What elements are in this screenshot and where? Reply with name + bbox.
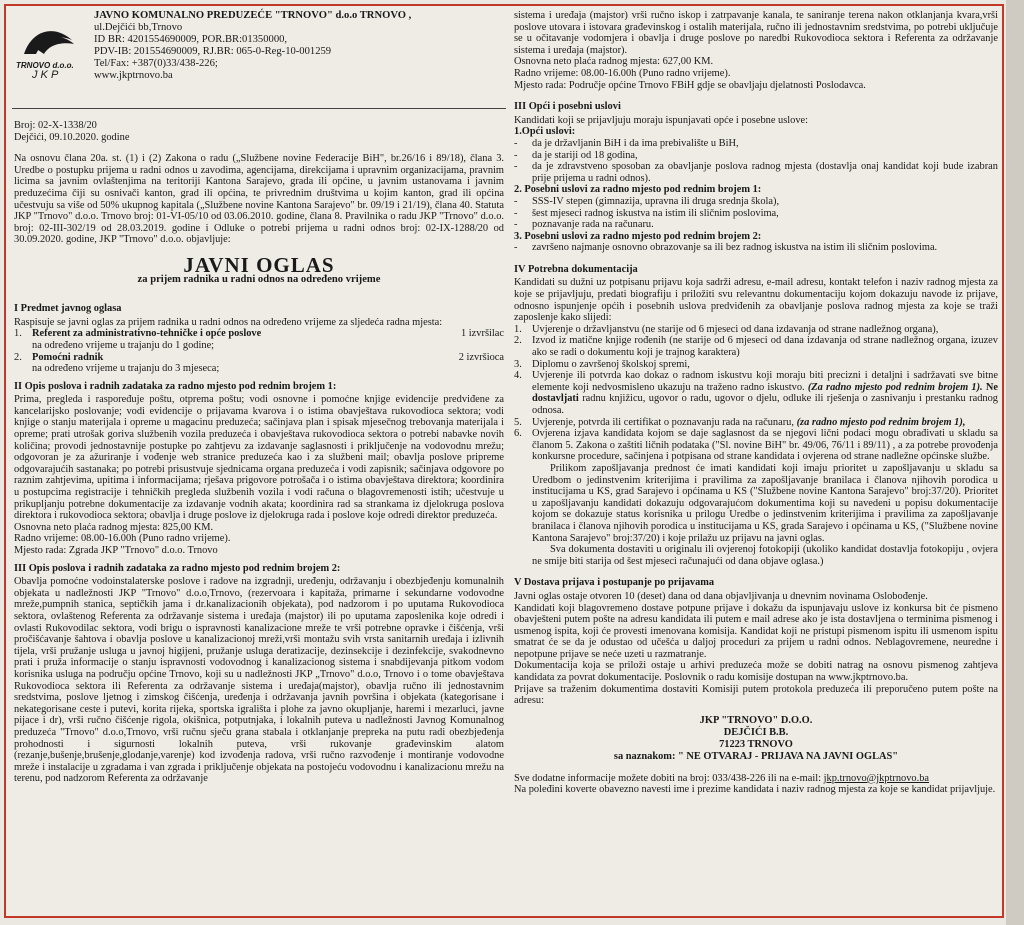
position-2-count: 2 izvršioca xyxy=(458,351,504,363)
header-divider xyxy=(12,108,506,109)
general-condition: - da je stariji od 18 godina, xyxy=(514,149,638,161)
left-column xyxy=(14,10,504,785)
document-item-5-text xyxy=(532,417,998,429)
logo-jkp-text: J K P xyxy=(32,69,59,81)
document-item xyxy=(514,324,998,336)
document-item xyxy=(514,428,998,463)
document-item-warning: Ne dostavljati xyxy=(532,381,998,405)
mailing-address xyxy=(514,715,998,763)
section-3-pay: Osnovna neto plaća radnog mjesta: 627,00 KM. xyxy=(514,56,714,68)
section-3-place: Mjesto rada: Područje općine Trnovo FBiH gdje se obavljaju djelatnosti Poslodavca. xyxy=(514,79,866,91)
section-2-place: Mjesto rada: Zgrada JKP "Trnovo" d.o.o. Trnovo xyxy=(14,545,218,556)
document-item xyxy=(514,335,998,358)
section-3-title: III Opis poslova i radnih zadataka za radno mjesto pod rednim brojem 2: xyxy=(14,562,341,574)
position-2-name: Pomoćni radnik xyxy=(32,351,104,363)
section-4-text: Kandidati koji se prijavljuju moraju ispunjavati opće i posebne uslove: xyxy=(514,114,809,126)
document-item-number: 1. xyxy=(514,323,522,335)
company-details xyxy=(94,10,411,82)
position-2-note-row xyxy=(14,363,504,375)
section-6-p1: Javni oglas ostaje otvoren 10 (deset) dana od dana objavljivanja u dnevnim novinama Oslobođenje. xyxy=(514,590,928,602)
section-3-text: Obavlja pomoćne vodoinstalaterske poslove i radove na izgradnji, uređenju, održavanju i obezbjeđenju komunalnih objekata u nadležnosti JKP "Trnovo" d.o.o,Trnovo, (rezervoara i kapitaža, primarne i sekundarne vodovodne mreže,pumpnih stanica, septičkih jama i dr.kanalizacionih objekata), pod nadzorom i po uputama Rukovodioca sektora, ovlaštenog Referenta za održavanje sistema i uređaja (majstor) ili po uputama zaposlenika koje odredi i ovlasti Rukovodilac sektora, vodi brigu o ispravnosti kanalizacione mreže te vrši potrebne opravke i čišćenja, vrši pročišćavanje šahtova i obavlja poslove u kanalizacionoj mreži,vrši montažu svih vrsta sanitarnih uređaja i izlivnih tijela, vrši pružanje usluga u javnoj higijeni, pružanje usluga deratizacije, dezinsekcije i dezinfekcije, svakodnevno prati i pruža informacije o stanju ispravnosti vodovodnog i kanalizacionog sistema i snabdijevanja pitkom vodom korisnika usluga na području općine Trnovo, koji su u nadležnosti JKP „Trnovo" d.o.o, Trnovo i o tome obavještava Rukovodioca sektora ili Referenta za održavanje sistema i uređaja(majstor), obavlja ručno ili jednostavnim sredstvima, poslove ljetnog i zimskog čišćenja, uređenja i održavanja javnih površina i objekata (kategorisane i nekategorisane ceste i putevi, korita rijeka, sportska igrališta i plohe za javno okupljanje, haremi i mezarluci, javne pijace i dr), vrši ručno čišćenje rigola, okišnica, potputnjaka, i lokalnih puteva u nadležnosti Javnog Komunalnog preduzeća "Trnovo" d.o.o,Trnovo, vrši ručnu sječu grana stabala i otklanjanje prepreka na putu radi obezbjeđenja prohodnosti i sigurnosti lokalnih puteva, vrši rukovanje građevinskim alatom (rezanje,bušenje,brušenje,glodanje,varenje) kod izvođenja radova, vrši ručno razvođenje i montiranje vodovodne mreže i instalacije u zgradama i van zgrada i priključenje objekata na postojeću vodovodnu i kanalizacionu mrežu na terenu, pod nadzorom Referenta za održavanje xyxy=(14,576,504,785)
section-6-p2: Kandidati koji blagovremeno dostave potpune prijave i dokažu da ispunjavaju uslove iz konkursa bit će pismeno obavješteni putem pošte na adresu kandidata ili putem e mail adrese ako je ista dostavljena o terminima pismenog i usmenog ispita, koji će provesti imenovana komisija. Kandidat koji ne pristupi pismenom ispitu ili usmenom ispitu smatrat će se da je odustao od učešća u daljoj proceduri za prijem u radni odnos. Neblagovremene, neuredne i nepotpune prijave se neće uzeti u razmatranje. xyxy=(514,602,998,660)
document-item xyxy=(514,417,998,429)
section-4-title: III Opći i posebni uslovi xyxy=(514,101,621,113)
document-item-number: 2. xyxy=(514,335,522,347)
special-conditions-1-title: 2. Posebni uslovi za radno mjesto pod rednim brojem 1: xyxy=(514,184,762,196)
company-phone: Tel/Fax: +387(0)33/438-226; xyxy=(94,58,218,69)
document-item-text: Uvjerenje, potvrda ili certifikat o poznavanju rada na računaru, xyxy=(532,416,794,428)
envelope-note: Na poleđini koverte obavezno navesti ime i prezime kandidata i naziv radnog mjesta za koje se kandidat prijavljuje. xyxy=(514,784,996,796)
section-2-hours: Radno vrijeme: 08.00-16.00h (Puno radno vrijeme). xyxy=(14,533,231,545)
position-1-name: Referent za administrativno-tehničke i opće poslove xyxy=(32,328,262,340)
position-2-number: 2. xyxy=(14,351,22,363)
special-condition-1: - poznavanje rada na računaru. xyxy=(514,219,654,231)
general-condition: - da je zdravstveno sposoban za obavljanje poslova radnog mjesta (dostavlja onaj kandidat koji bude izabran prije prijema u radni odnos). xyxy=(514,161,998,184)
adjacent-page-bleed xyxy=(1006,0,1024,925)
special-condition-2-text: završeno najmanje osnovno obrazovanje sa ili bez radnog iskustva na istim ili sličnim poslovima. xyxy=(532,242,938,254)
section-3-hours: Radno vrijeme: 08.00-16.00h (Puno radno vrijeme). xyxy=(514,67,731,79)
contact-email-link[interactable]: jkp.trnovo@jkptrnovo.ba xyxy=(823,772,930,784)
priority-paragraph: Prilikom zapošljavanja prednost će imati kandidati koji imaju prioritet u zapošljavanju u skladu sa Uredbom o jedinstvenim kriterijima i pravilima za zapošljavanje branilaca i članova njihovih porodica u institucijama u KS, grad Sarajevo i općinama u KS ("Službene novine Kantona Sarajevo" broj:37/20). Prioritet u zapošljavanju kandidati dokazuju odgovarajućom dokumentima koji su navedeni u popisu dokumentacije kojom se dokazuje status korisnika u prilogu Uredbe o jedinstvenim kriterijima i pravilima za zapošljavanje branilaca i članova njihovih porodica u institucijama u KS, grada Sarajevo i općinama u KS, ("Službene novine Kantona Sarajevo" broj:37/20) i koje prilažu uz prijavu na javni oglas. xyxy=(532,462,998,544)
document-item-text: Uvjerenje ili potvrda kao dokaz o radnom iskustvu koji moraju biti precizni i detaljni i sadržavati sve bitne elemente koji nedvosmisleno ukazuju na traženo radno iskustvo. xyxy=(532,370,998,393)
special-condition-1-text: šest mjeseci radnog iskustva na istim ili sličnim poslovima, xyxy=(532,207,779,219)
priority-paragraph-row xyxy=(514,463,998,544)
general-conditions-title: 1.Opći uslovi: xyxy=(514,126,576,138)
position-2-line xyxy=(32,352,504,364)
position-2 xyxy=(14,352,504,364)
general-condition-text: da je stariji od 18 godina, xyxy=(532,149,638,161)
document-item-number: 5. xyxy=(514,416,522,428)
document-date: Dejčići, 09.10.2020. godine xyxy=(14,131,130,143)
section-6-title: V Dostava prijava i postupanje po prijavama xyxy=(514,577,715,589)
logo-name-text: TRNOVO d.o.o. xyxy=(16,61,74,70)
address-line-note: sa naznakom: " NE OTVARAJ - PRIJAVA NA JAVNI OGLAS" xyxy=(613,750,899,762)
document-item-note: (za radno mjesto pod rednim brojem 1), xyxy=(796,416,966,428)
contact-text: Sve dodatne informacije možete dobiti na broj: 033/438-226 ili na e-mail: xyxy=(514,772,822,784)
position-1-note-row xyxy=(14,340,504,352)
position-1-number: 1. xyxy=(14,328,22,340)
section-2-text: Prima, pregleda i raspoređuje poštu, otprema poštu; vodi osnovne i pomoćne knjige evidencije predviđene za kancelarijsko poslovanje; vodi evidencije o prijavama kvarova i o istima obavještava rukovodioca sektora; vodi knjige o stanju materijala i opreme u magacinu preduzeća; sačinjava plan i spisak mjesečnog trebovanja materijala i opreme; prati utrošak goriva službenih vozila preduzeća i obavještava rukovodioca sektora o potrebi nabavke novih količina; provodi jednostavnije postupke po zahtjevu za izdavanje saglasnosti i priključenje na vodovodnu mrežu; odgovoran je za ažuriranje i vođenje web stranice preduzeća kao i za službeni mail; obavlja poslove pripreme odgovarajućih sastanaka; po potrebi prisustvuje sjednicama organa preduzeća i vodi zapisnik; sačinjava odgovore po raznim zahtjevima, upitima i informacijama; rješava prigovore potrošača i o istima obavještava direktora; koordinira u postupcima registracije i tehničkih pregleda službenih vozila i vodi računa o blagovremenosti istih; učestvuje u prikupljanju potrebne dokumentacije za izdavanje vodnih akata; koordinira rad sa strankama iz djelokruga poslova direktora i rukovodioca sektora; obavlja i druge poslove iz djelokruga rada i poslove koje odredi direktor preduzeća. xyxy=(14,394,504,522)
position-2-note: na određeno vrijeme u trajanju do 3 mjeseca; xyxy=(32,363,220,375)
company-street: ul.Dejčići bb,Trnovo xyxy=(94,22,183,33)
document-item xyxy=(514,370,998,416)
document-item-number: 4. xyxy=(514,370,522,382)
special-condition-2: - završeno najmanje osnovno obrazovanje sa ili bez radnog iskustva na istim ili sličnim poslovima. xyxy=(514,242,938,254)
section-2-title: II Opis poslova i radnih zadataka za radno mjesto pod rednim brojem 1: xyxy=(14,380,337,392)
section-6-p4: Prijave sa traženim dokumentima dostaviti Komisiji putem protokola preduzeća ili preporučeno putem pošte na adresu: xyxy=(514,683,998,707)
document-item-number: 6. xyxy=(514,428,522,440)
right-column xyxy=(514,10,998,796)
position-1-note: na određeno vrijeme u trajanju do 1 godine; xyxy=(32,339,215,351)
special-condition-1-text: poznavanje rada na računaru. xyxy=(532,219,654,231)
section-1-text: Raspisuje se javni oglas za prijem radnika u radni odnos na određeno vrijeme za sljedeća radna mjesta: xyxy=(14,316,443,328)
position-1-line xyxy=(32,328,504,340)
document-item-4-text xyxy=(532,370,998,416)
section-5-title: IV Potrebna dokumentacija xyxy=(514,263,638,275)
section-1-title: I Predmet javnog oglasa xyxy=(14,303,122,315)
contact-line xyxy=(514,773,998,785)
address-line-company: JKP "TRNOVO" D.O.O. xyxy=(699,714,813,726)
document-item xyxy=(514,359,998,371)
job-ad-frame xyxy=(4,4,1004,918)
ad-subtitle: za prijem radnika u radni odnos na određeno vrijeme xyxy=(137,273,381,285)
documents-note: Sva dokumenta dostaviti u originalu ili ovjerenoj fotokopiji (ukoliko kandidat dostavlja fotokopiju , ovjera ne smije biti starija od šest mjeseci računajući od dana objave oglasa.) xyxy=(532,544,998,567)
company-vat: PDV-IB: 201554690009, RJ.BR: 065-0-Reg-10-001259 xyxy=(94,46,332,57)
document-item-text: Diplomu o završenoj školskoj spremi, xyxy=(532,358,690,370)
company-id: ID BR: 4201554690009, POR.BR:01350000, xyxy=(94,34,288,45)
documents-note-row xyxy=(514,544,998,567)
document-item-text: Ovjerena izjava kandidata kojom se daje saglasnost da se njegovi lični podaci mogu obrađivati u skladu sa članom 5. Zakona o zaštiti ličnih podataka ("Sl. novine BiH" br. 49/06, 76/11 i 89/11) , a za potrebe provođenja konkursne procedure, sačinjena i potpisana od strane kandidata i ovjerena od strane nadležne općinske službe. xyxy=(532,428,998,463)
document-number: Broj: 02-X-1338/20 xyxy=(14,120,97,131)
document-item-note: (Za radno mjesto pod rednim brojem 1). xyxy=(807,381,983,393)
document-item-number: 3. xyxy=(514,358,522,370)
ad-title: JAVNI OGLAS xyxy=(183,252,335,277)
section-6-p3: Dokumentacija koja se priloži ostaje u arhivi preduzeća može se dobiti natrag na osnovu pismenog zahtjeva kandidata za povrat dokumentacije. Poslovnik o radu komisije dostupan na www.jkptrnovo.ba. xyxy=(514,660,998,684)
general-condition: - da je državljanin BiH i da ima prebivalište u BiH, xyxy=(514,137,739,149)
address-line-city: 71223 TRNOVO xyxy=(719,738,793,750)
document-item-text: Uvjerenje o državljanstvu (ne starije od 6 mjeseci od dana izdavanja od strane nadležnog organa), xyxy=(532,323,939,335)
general-condition-text: da je zdravstveno sposoban za obavljanje poslova radnog mjesta (dostavlja onaj kandidat koji bude izabran prije prijema u radni odnos). xyxy=(532,161,998,184)
document-item-rest: radnu knjižicu, ugovor o radu, ugovor o djelu, odluke ili rješenja o zasnivanju i prestanku radnog odnosa. xyxy=(532,393,998,416)
section-2-pay: Osnovna neto plaća radnog mjesta: 825,00 KM. xyxy=(14,521,214,533)
company-name: JAVNO KOMUNALNO PREDUZEĆE "TRNOVO" d.o.o TRNOVO , xyxy=(94,10,412,21)
section-5-text: Kandidati su dužni uz potpisanu prijavu koja sadrži adresu, e-mail adresu, kontakt telefon i naziv radnog mjesta za koje se prijavljuju, predati biografiju i priložiti svu relevantnu dokumentaciju kojom dokazuju navode iz prijave, odnosno ispunjenje općih i posebnih uslova predviđenih za obavljanje poslova radnog mjesta za koje se traži zaposlenje kako slijedi: xyxy=(514,277,998,324)
position-1 xyxy=(14,328,504,340)
document-item-text: Izvod iz matične knjige rođenih (ne starije od 6 mjeseci od dana izdavanja od strane nadležnog organa, izuzev ako se radi o dokumentu koji je trajnog karaktera) xyxy=(532,335,998,359)
address-line-street: DEJČIĆI B.B. xyxy=(723,726,789,738)
special-condition-1-text: SSS-IV stepen (gimnazija, upravna ili druga srednja škola), xyxy=(532,195,780,207)
special-condition-1: - šest mjeseci radnog iskustva na istim ili sličnim poslovima, xyxy=(514,207,779,219)
general-condition-text: da je državljanin BiH i da ima prebivalište u BiH, xyxy=(532,137,739,149)
section-3-continued: sistema i uređaja (majstor) vrši ručno iskop i zatrpavanje kanala, te saniranje terena nakon otklanjanja kvara,vrši poslove utovara i istovara građevinskog i ostalih materijala, ručno ili jednostavnim sredstvima, po potrebi uključuje se u očitavanje vodomjera i obavlja i druge poslove po naredbi Rukovodioca sektora i Referenta za održavanje sistema i uređaja (majstor). xyxy=(514,10,998,56)
company-header xyxy=(14,10,504,120)
intro-paragraph: Na osnovu člana 20a. st. (1) i (2) Zakona o radu („Službene novine Federacije BiH", br.26/16 i 89/18), člana 3. Uredbe o postupku prijema u radni odnos u zavodima, agencijama, direkcijama i upravnim organizacijama, pravnim licima sa javnim ovlaštenjima na teritoriji Kantona Sarajevo, grada ili općine, u javnim ustanovama i javnim preduzećima čiji su osnivači kanton, grad ili općina, te privrednim društvima u kojim kanton, grad ili općina učestvuju sa više od 50% ukupnog kapitala („Službene novine Kantona Sarajevo" br. 09/19 i 21/19), člana 40. Statuta JKP "Trnovo" d.o.o. Trnovo broj: 01-VI-05/10 od 03.06.2010. godine, člana 8. Pravilnika o radu JKP "Trnovo" d.o.o. broj: 02-III-302/19 od 28.03.2019. godine i Odluke o potrebi prijema u radni odnos broj: 02-IX-1288/20 od 30.09.2020. godine, JKP "Trnovo" d.o.o. objavljuje: xyxy=(14,153,504,246)
company-website: www.jkptrnovo.ba xyxy=(94,70,173,81)
special-conditions-2-title: 3. Posebni uslovi za radno mjesto pod rednim brojem 2: xyxy=(514,230,762,242)
position-1-count: 1 izvršilac xyxy=(461,328,504,340)
special-condition-1: - SSS-IV stepen (gimnazija, upravna ili druga srednja škola), xyxy=(514,195,780,207)
